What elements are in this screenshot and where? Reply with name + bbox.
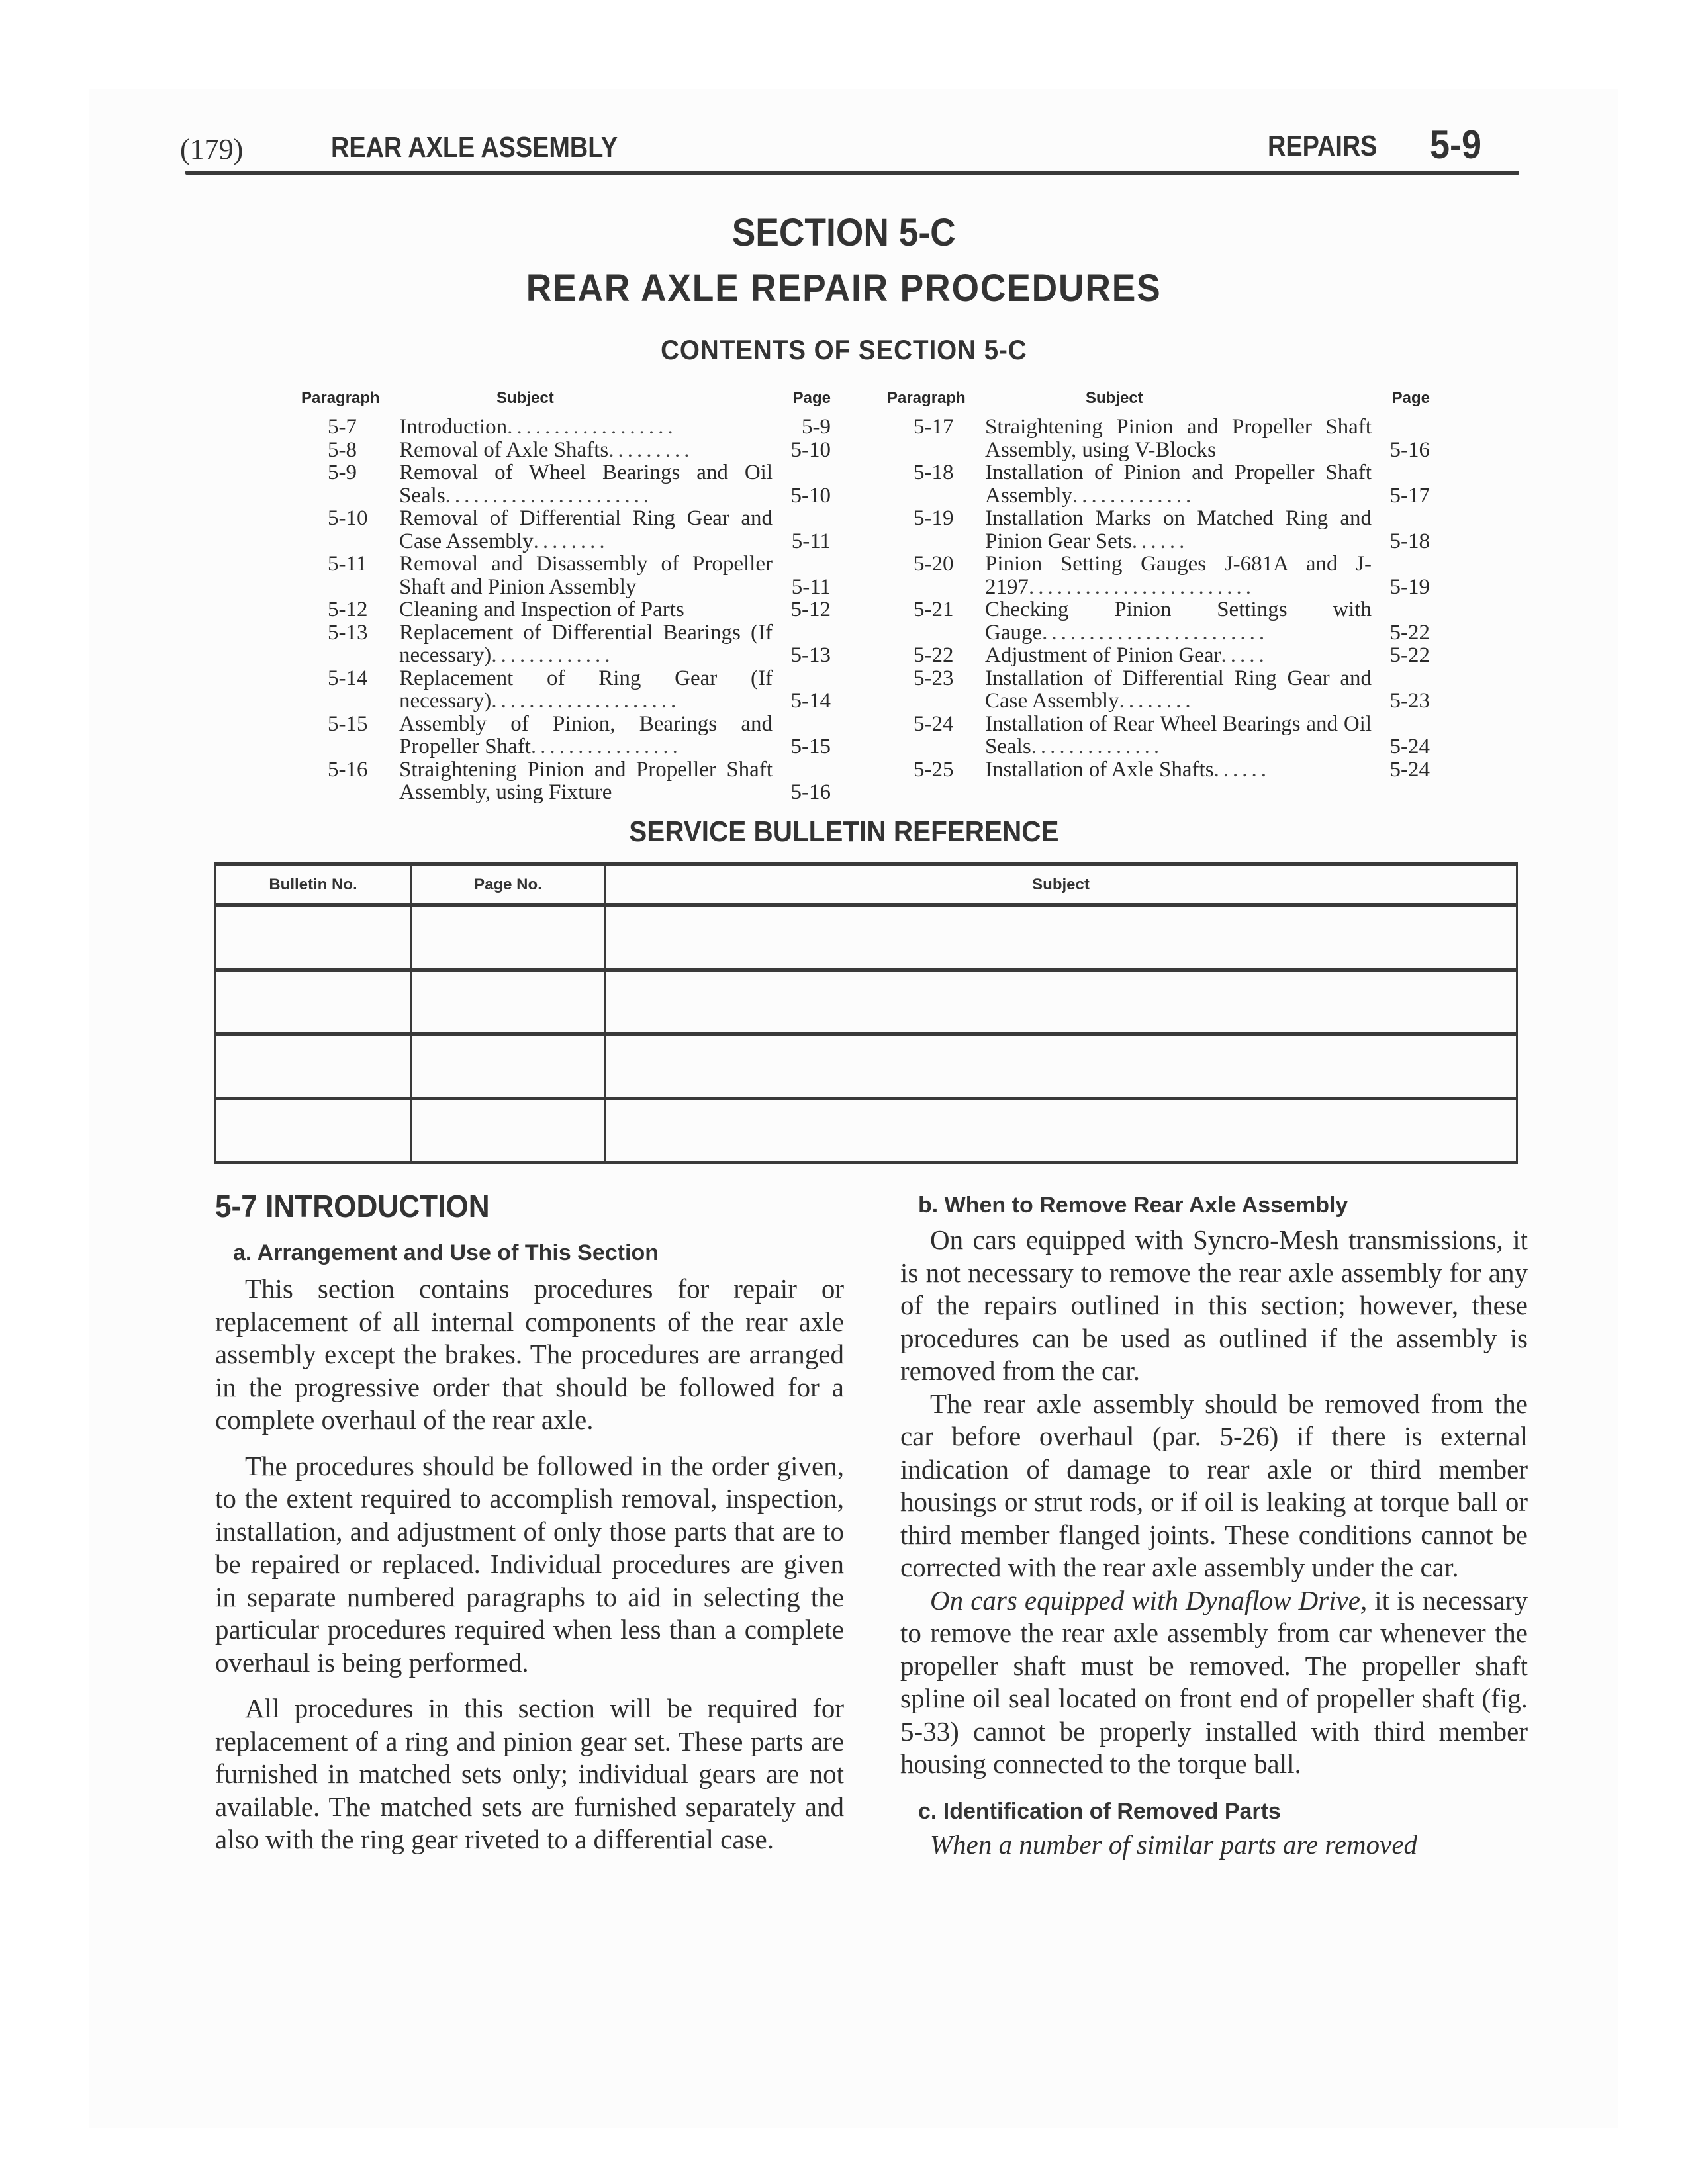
- contents-entry[interactable]: [301, 667, 831, 713]
- body-paragraph: On cars equipped with Syncro-Mesh transmissions, it is not necessary to remove the rear axle assembly for any of the repairs outlined in this section; however, these procedures can be used as outlined if the assembly is removed from the car.: [900, 1224, 1528, 1386]
- paragraph-number: 5-22: [914, 643, 954, 667]
- page-no-header: Page No.: [412, 864, 605, 905]
- paragraph-number: 5-7: [328, 415, 357, 439]
- contents-entry[interactable]: [301, 507, 831, 553]
- body-paragraph: All procedures in this section will be required for replacement of a ring and pinion gear set. These parts are furnished in matched sets only; individual gears are not available. The matched sets are furnished separately and also with the ring gear riveted to a differential case.: [215, 1693, 844, 1854]
- header-chapter-title: REAR AXLE ASSEMBLY: [331, 131, 618, 163]
- paragraph-number: 5-11: [328, 552, 367, 576]
- page-no-cell: [412, 905, 605, 970]
- subsection-a-heading: a. Arrangement and Use of This Section: [233, 1240, 659, 1265]
- contents-entry[interactable]: [301, 439, 831, 462]
- contents-entry[interactable]: [887, 667, 1430, 713]
- leader-dots: .........: [608, 437, 694, 462]
- subject-text: Removal of Axle Shafts: [399, 437, 609, 462]
- introduction-heading: 5-7 INTRODUCTION: [215, 1189, 490, 1224]
- page-ref: 5-11: [791, 574, 831, 599]
- page-ref: 5-10: [790, 437, 831, 462]
- subject-text: Installation of Pinion and Propeller Shaft Assembly: [985, 461, 1372, 508]
- entry-subject: [985, 644, 1372, 667]
- entry-subject: [399, 439, 773, 462]
- page-ref: 5-9: [802, 415, 831, 439]
- service-bulletin-title: SERVICE BULLETIN REFERENCE: [629, 815, 1059, 848]
- paragraph-number: 5-16: [328, 757, 368, 782]
- page-ref: 5-10: [790, 483, 831, 508]
- header-rule: [185, 171, 1519, 175]
- page-ref: 5-22: [1389, 620, 1430, 645]
- subject-text: Installation of Differential Ring Gear and Case Assembly: [985, 666, 1372, 713]
- body-paragraph: [900, 1584, 1528, 1781]
- body-left-column: [215, 1187, 844, 1856]
- leader-dots: ........: [1119, 689, 1195, 713]
- subject-header: Subject: [496, 389, 554, 407]
- entry-subject: [985, 758, 1372, 782]
- contents-entry[interactable]: [887, 507, 1430, 553]
- page-no-cell: [412, 1034, 605, 1099]
- entry-subject: [985, 553, 1372, 598]
- entry-subject: [399, 416, 773, 439]
- paragraph-header: Paragraph: [301, 389, 380, 407]
- contents-entry[interactable]: [887, 461, 1430, 507]
- page-ref: 5-17: [1389, 483, 1430, 508]
- subsection-b-heading: b. When to Remove Rear Axle Assembly: [918, 1193, 1348, 1218]
- leader-dots: ................: [530, 735, 682, 758]
- subject-text: Introduction: [399, 415, 508, 439]
- section-number-title: SECTION 5-C: [732, 211, 956, 254]
- entry-subject: [399, 667, 773, 713]
- subject-text: Straightening Pinion and Propeller Shaft Assembly, using Fixture: [399, 757, 773, 804]
- entry-subject: [399, 461, 773, 507]
- contents-entry[interactable]: [301, 553, 831, 598]
- body-right-column: [900, 1189, 1528, 1861]
- subject-text: Assembly of Pinion, Bearings and Propeller Shaft: [399, 711, 773, 758]
- page-ref: 5-24: [1389, 757, 1430, 782]
- subject-text: Removal of Wheel Bearings and Oil Seals: [399, 461, 773, 508]
- contents-entry[interactable]: [301, 758, 831, 804]
- paragraph-number: 5-20: [914, 552, 954, 576]
- page-ref: 5-23: [1389, 689, 1430, 713]
- subject-header: Subject: [605, 864, 1517, 905]
- paragraph-number: 5-21: [914, 598, 954, 621]
- page-ref: 5-24: [1389, 735, 1430, 758]
- page-header: Page: [792, 389, 831, 407]
- leader-dots: ..................: [507, 415, 677, 439]
- header-page-number: 5-9: [1430, 122, 1482, 167]
- body-paragraph: This section contains procedures for repair or replacement of all internal components of the rear axle assembly except the brakes. The procedures are arranged in the progressive order that should be followed for a complete overhaul of the rear axle.: [215, 1273, 844, 1435]
- paragraph-number: 5-24: [914, 711, 954, 736]
- paragraph-number: 5-19: [914, 506, 954, 530]
- service-bulletin-table: [214, 862, 1518, 1164]
- leader-dots: ......: [1213, 757, 1271, 782]
- contents-title: CONTENTS OF SECTION 5-C: [661, 334, 1027, 365]
- leader-dots: ........................: [1042, 620, 1269, 645]
- subject-text: Replacement of Ring Gear (If necessary): [399, 666, 773, 713]
- table-row: [215, 1034, 1517, 1099]
- paragraph-number: 5-25: [914, 757, 954, 782]
- subject-text: Straightening Pinion and Propeller Shaft Assembly, using V-Blocks: [985, 415, 1372, 462]
- subject-cell: [605, 1034, 1517, 1099]
- body-paragraph: The procedures should be followed in the order given, to the extent required to accomplish removal, inspection, installation, and adjustment of only those parts that are to be repaired or replaced. Individual procedures are given in separate numbered paragraphs to aid in selecting the particular procedures required when less than a complete overhaul is being performed.: [215, 1450, 844, 1678]
- page-no-cell: [412, 1099, 605, 1163]
- paragraph-number: 5-15: [328, 711, 368, 736]
- entry-subject: [985, 507, 1372, 553]
- subject-text: Adjustment of Pinion Gear: [985, 643, 1221, 667]
- contents-entry[interactable]: [887, 644, 1430, 667]
- paragraph-header: Paragraph: [887, 389, 966, 407]
- body-paragraph: When a number of similar parts are removed: [930, 1829, 1418, 1860]
- entry-subject: [985, 713, 1372, 758]
- subject-text: Checking Pinion Settings with Gauge: [985, 598, 1372, 645]
- page-ref: 5-16: [1389, 437, 1430, 462]
- header-section-label: REPAIRS: [1268, 130, 1378, 162]
- contents-left-column: [301, 389, 831, 804]
- contents-header: [887, 389, 1430, 416]
- entry-subject: [399, 758, 773, 804]
- entry-subject: [399, 621, 773, 667]
- subject-text: Installation Marks on Matched Ring and Pinion Gear Sets: [985, 506, 1372, 553]
- contents-entry[interactable]: [301, 416, 831, 439]
- page-header: Page: [1391, 389, 1430, 407]
- bulletin-no-header: Bulletin No.: [215, 864, 412, 905]
- leader-dots: ......: [1131, 529, 1189, 553]
- dynaflow-italic-text: On cars equipped with Dynaflow Drive,: [930, 1584, 1368, 1615]
- bulletin-no-cell: [215, 905, 412, 970]
- dynaflow-text: it is necessary to remove the rear axle assembly from car whenever the propeller shaft must be removed. The propeller shaft spline oil seal located on front end of propeller shaft (fig. 5-33) cannot be properly installed with third member housing connected to the torque ball.: [900, 1584, 1528, 1779]
- paragraph-number: 5-23: [914, 666, 954, 690]
- body-paragraph: The rear axle assembly should be removed from the car before overhaul (par. 5-26) if there is external indication of damage to rear axle or third member housings or strut rods, or if oil is leaking at torque ball or third member flanged joints. These conditions cannot be corrected with the rear axle assembly under the car.: [900, 1388, 1528, 1582]
- contents-entry[interactable]: [301, 598, 831, 621]
- contents-right-column: [887, 389, 1430, 781]
- contents-entry[interactable]: [887, 713, 1430, 758]
- paragraph-number: 5-17: [914, 415, 954, 439]
- page-ref: 5-15: [790, 735, 831, 758]
- subject-cell: [605, 1099, 1517, 1163]
- entry-subject: [399, 553, 773, 598]
- bulletin-no-cell: [215, 970, 412, 1034]
- subject-text: Removal and Disassembly of Propeller Shaft and Pinion Assembly: [399, 552, 773, 599]
- paragraph-number: 5-14: [328, 666, 368, 690]
- entry-subject: [985, 598, 1372, 644]
- entry-subject: [399, 713, 773, 758]
- table-row: [215, 905, 1517, 970]
- paragraph-number: 5-13: [328, 620, 368, 645]
- paragraph-number: 5-9: [328, 461, 357, 484]
- contents-entry[interactable]: [887, 416, 1430, 461]
- contents-entry[interactable]: [301, 713, 831, 758]
- subject-cell: [605, 905, 1517, 970]
- leader-dots: .............: [491, 643, 614, 667]
- page-ref: 5-22: [1389, 643, 1430, 667]
- paragraph-number: 5-12: [328, 598, 368, 621]
- subject-text: Installation of Rear Wheel Bearings and Oil Seals: [985, 711, 1372, 758]
- leader-dots: ......................: [445, 483, 653, 508]
- contents-entry[interactable]: [887, 553, 1430, 598]
- paragraph-number: 5-10: [328, 506, 368, 530]
- header-page-ref: (179): [180, 133, 244, 165]
- leader-dots: ........: [533, 529, 609, 553]
- entry-subject: [985, 667, 1372, 713]
- paragraph-number: 5-8: [328, 437, 357, 462]
- page-ref: 5-16: [790, 780, 831, 804]
- contents-entry[interactable]: [301, 621, 831, 667]
- contents-entry[interactable]: [301, 461, 831, 507]
- entry-subject: [985, 461, 1372, 507]
- subsection-c-heading: c. Identification of Removed Parts: [918, 1798, 1281, 1824]
- section-title: REAR AXLE REPAIR PROCEDURES: [526, 267, 1162, 310]
- subject-text: Replacement of Differential Bearings (If necessary): [399, 620, 773, 667]
- page-ref: 5-19: [1389, 574, 1430, 599]
- leader-dots: ........................: [1029, 574, 1255, 599]
- paragraph-number: 5-18: [914, 461, 954, 484]
- entry-subject: [399, 598, 773, 621]
- bulletin-no-cell: [215, 1099, 412, 1163]
- contents-entry[interactable]: [887, 758, 1430, 782]
- leader-dots: .....: [1221, 643, 1268, 667]
- leader-dots: ....................: [491, 689, 680, 713]
- page-ref: 5-13: [790, 643, 831, 667]
- entry-subject: [985, 416, 1372, 461]
- subject-text: Cleaning and Inspection of Parts: [399, 598, 684, 621]
- page-ref: 5-14: [790, 689, 831, 713]
- page-no-cell: [412, 970, 605, 1034]
- subject-text: Pinion Setting Gauges J-681A and J-2197: [985, 552, 1372, 599]
- subject-header: Subject: [1086, 389, 1143, 407]
- page-ref: 5-12: [790, 598, 831, 621]
- contents-entry[interactable]: [887, 598, 1430, 644]
- leader-dots: ..............: [1031, 735, 1164, 758]
- subject-cell: [605, 970, 1517, 1034]
- page-ref: 5-11: [791, 529, 831, 553]
- page-ref: 5-18: [1389, 529, 1430, 553]
- contents-header: [301, 389, 831, 416]
- bulletin-no-cell: [215, 1034, 412, 1099]
- subject-text: Removal of Differential Ring Gear and Case Assembly: [399, 506, 773, 553]
- table-row: [215, 970, 1517, 1034]
- leader-dots: .............: [1072, 483, 1196, 508]
- table-row: [215, 1099, 1517, 1163]
- subject-text: Installation of Axle Shafts: [985, 757, 1214, 782]
- entry-subject: [399, 507, 773, 553]
